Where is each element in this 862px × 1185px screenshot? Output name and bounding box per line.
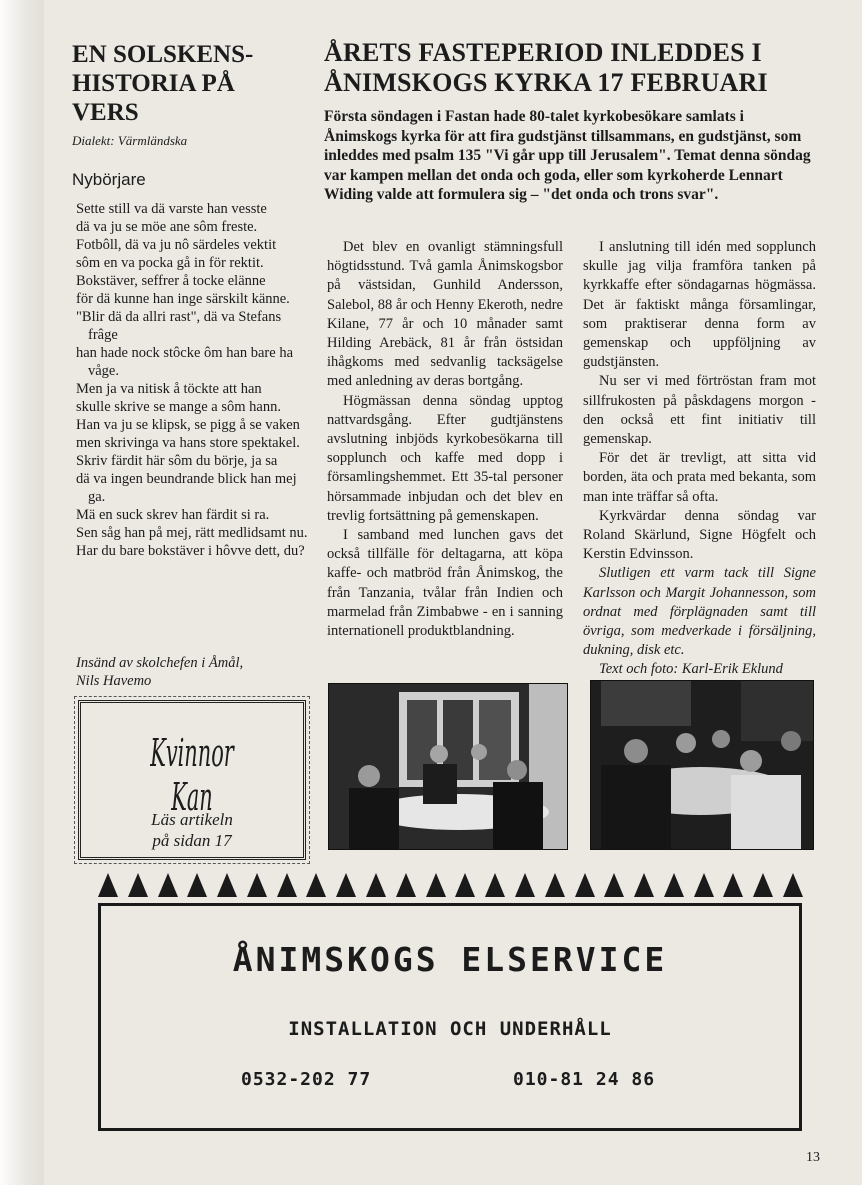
- tree-icon: [247, 873, 267, 897]
- ad-tagline: INSTALLATION OCH UNDERHÅLL: [288, 1018, 612, 1040]
- poem-subheading: Nybörjare: [72, 170, 146, 189]
- article-column-right: [583, 238, 816, 680]
- poem-line: Sette still va dä varste han vesste: [76, 201, 267, 217]
- promo-line: Läs artikeln: [151, 810, 233, 829]
- tree-icon: [664, 873, 684, 897]
- tree-icon: [366, 873, 386, 897]
- tree-icon: [336, 873, 356, 897]
- poem-line: "Blir dä da allri rast", dä va Stefans frâge: [76, 309, 282, 343]
- article-lead: Första söndagen i Fastan hade 80-talet kyrkobesökare samlats i Ånimskogs kyrka för att fira gudstjänst tillsammans, en gudstjänst, som inleddes med psalm 135 "Vi går upp till Jerusalem". Temat denna söndag var kampen mellan det onda och goda, eller som kyrkoherde Lennart Widing valde att formulera sig – "det onda och trons svar".: [324, 108, 811, 203]
- tree-icon: [187, 873, 207, 897]
- tree-icon: [753, 873, 773, 897]
- promo-title: Kvinnor Kan: [150, 731, 234, 819]
- poem-title-line: HISTORIA PÅ: [72, 70, 235, 97]
- poem-line: Bokstäver, seffrer å tocke elänne: [76, 273, 266, 289]
- tree-icon: [217, 873, 237, 897]
- tree-border: [98, 873, 803, 899]
- signature-line: Insänd av skolchefen i Åmål,: [76, 655, 244, 671]
- tree-icon: [306, 873, 326, 897]
- tree-icon: [396, 873, 416, 897]
- tree-icon: [783, 873, 803, 897]
- poem-line: Har du bare bokstäver i hôvve dett, du?: [76, 543, 305, 559]
- poem-title-line: VERS: [72, 99, 139, 126]
- ad-company-name: ÅNIMSKOGS ELSERVICE: [232, 940, 668, 979]
- poem-line: Skriv färdit här sôm du börje, ja sa: [76, 453, 278, 469]
- paragraph: I anslutning till idén med sopplunch skulle jag vilja framföra tanken på kyrkkaffe efter söndagarnas högmässa. Det är faktiskt många församlingar, som praktiserar denna form av gemenskap och uppföljning av gudstjänsten.: [583, 239, 816, 371]
- poem-line: för dä kunne han inge särskilt känne.: [76, 291, 290, 307]
- headline-line: ÅNIMSKOGS KYRKA 17 FEBRUARI: [324, 68, 768, 97]
- poem-line: han hade nock stôcke ôm han bare ha våge.: [76, 345, 294, 379]
- paragraph: Nu ser vi med förtröstan fram mot sillfrukosten på påskdagens morgon - den också ett fint initiativ till gemenskap.: [583, 373, 816, 448]
- tree-icon: [545, 873, 565, 897]
- promo-line: på sidan 17: [152, 831, 232, 850]
- tree-icon: [98, 873, 118, 897]
- promo-box-kvinnor-kan[interactable]: [78, 700, 306, 860]
- advertisement-elservice[interactable]: [98, 903, 802, 1131]
- tree-icon: [604, 873, 624, 897]
- ad-phone-1[interactable]: 0532-202 77: [241, 1069, 372, 1090]
- article-headline: [324, 38, 794, 98]
- signature-line: Nils Havemo: [76, 673, 152, 689]
- poem-dialect: Dialekt: Värmländska: [72, 133, 188, 148]
- paragraph: Det blev en ovanligt stämningsfull högtidsstund. Två gamla Ånimskogsbor på västsidan, Gunhild Andersson, Salebol, 88 år och Henny Ekeroth, nedre Kilane, 77 år och 10 månader samt Hilding Arebäck, 81 år från östsidan ihågkoms med sedvanlig tacksägelse med anledning av deras bortgång.: [327, 239, 563, 390]
- tree-icon: [128, 873, 148, 897]
- ad-phone-2[interactable]: 010-81 24 86: [513, 1069, 656, 1090]
- poem-line: dä va ju se möe ane sôm freste.: [76, 219, 258, 235]
- poem-title-line: EN SOLSKENS-: [72, 41, 254, 68]
- poem-line: Sen såg han på mej, rätt medlidsamt nu.: [76, 525, 308, 541]
- photo-guests-eating: [590, 680, 814, 850]
- tree-icon: [485, 873, 505, 897]
- poem-line: Men ja va nitisk å töckte att han: [76, 381, 262, 397]
- poem-signature: [76, 654, 310, 690]
- poem-line: Fotbôll, dä va ju nô särdeles vektit: [76, 237, 277, 253]
- tree-icon: [455, 873, 475, 897]
- tree-icon: [575, 873, 595, 897]
- paragraph: I samband med lunchen gavs det också tillfälle för deltagarna, att köpa kaffe- och matbröd från Ånimskog, the från Tanzania, tvålar från Indien och marmelad från Zimbabwe - en i sanning internationell produktblandning.: [327, 527, 563, 640]
- poem-line: Mä en suck skrev han färdit si ra.: [76, 507, 270, 523]
- poem-line: men skrivinga va hans store spektakel.: [76, 435, 300, 451]
- tree-icon: [723, 873, 743, 897]
- headline-line: ÅRETS FASTEPERIOD INLEDDES I: [324, 38, 762, 67]
- poem-line: dä va ingen beundrande blick han mej ga.: [76, 471, 297, 505]
- poem-line: skulle skrive se mange a sôm hann.: [76, 399, 281, 415]
- poem-line: sôm en va pocka gå in för rektit.: [76, 255, 264, 271]
- thanks-paragraph: Slutligen ett varm tack till Signe Karlsson och Margit Johannesson, som ordnat med förplägnaden samt till övriga, som medverkade i försäljning, dukning, disk etc.: [583, 565, 816, 659]
- photo-lunch-table: [328, 683, 568, 850]
- byline: Text och foto: Karl-Erik Eklund: [599, 661, 783, 678]
- tree-icon: [515, 873, 535, 897]
- paragraph: För det är trevligt, att sitta vid borden, äta och prata med bekanta, som man inte träffar så ofta.: [583, 450, 816, 505]
- poem-body: [76, 200, 310, 560]
- tree-icon: [694, 873, 714, 897]
- promo-text: [81, 809, 303, 851]
- poem-line: Han va ju se klipsk, se pigg å se vaken: [76, 417, 300, 433]
- tree-icon: [634, 873, 654, 897]
- page-gutter: [0, 0, 44, 1185]
- tree-icon: [158, 873, 178, 897]
- tree-icon: [277, 873, 297, 897]
- poem-title: [72, 40, 302, 127]
- page-number: 13: [806, 1150, 820, 1165]
- paragraph: Högmässan denna söndag upptog nattvardsgång. Efter gudtjänstens avslutning inbjöds kyrkobesökarna till sopplunch och kaffe med dopp i församlingshemmet. Ett 35-tal personer hörsammade inbjudan och det blev en trevlig fortsättning på gemenskapen.: [327, 392, 563, 524]
- paragraph: Kyrkvärdar denna söndag var Roland Skärlund, Signe Högfelt och Kerstin Edvinsson.: [583, 507, 816, 563]
- article-column-middle: [327, 238, 563, 641]
- tree-icon: [426, 873, 446, 897]
